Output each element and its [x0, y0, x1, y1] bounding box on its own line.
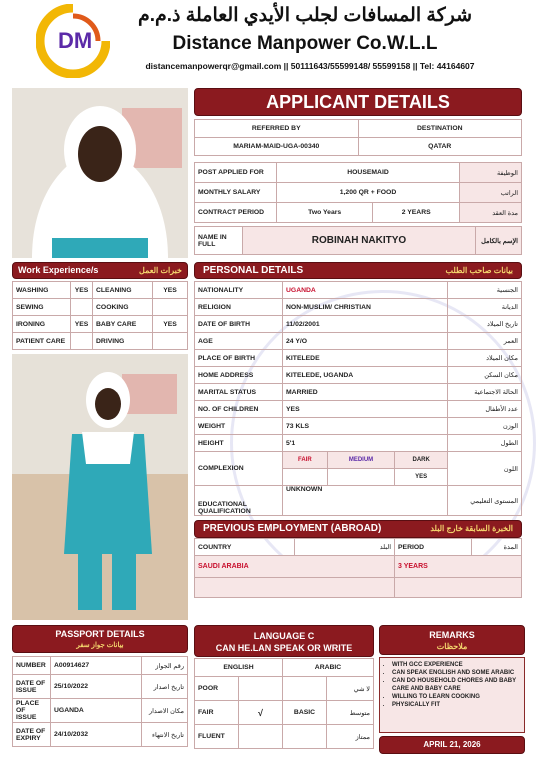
personal-label: NO. OF CHILDREN	[195, 401, 283, 418]
country-label-ar: البلد	[295, 539, 395, 556]
period-label: PERIOD	[395, 539, 472, 556]
personal-row	[195, 350, 522, 367]
personal-value: YES	[283, 401, 448, 418]
personal-label-ar: عدد الأطفال	[448, 401, 522, 418]
work-skill: COOKING	[93, 299, 153, 316]
personal-row	[195, 282, 522, 299]
work-skill-value: YES	[71, 316, 93, 333]
contract-value-2: 2 YEARS	[373, 203, 460, 223]
personal-label: DATE OF BIRTH	[195, 316, 283, 333]
language-subtitle: CAN HE.LAN SPEAK OR WRITE	[215, 643, 353, 653]
personal-value: UGANDA	[283, 282, 448, 299]
personal-value: 5'1	[283, 435, 448, 452]
page-title: APPLICANT DETAILS	[194, 88, 522, 116]
name-table	[194, 226, 522, 255]
salary-value: 1,200 QR + FOOD	[277, 183, 460, 203]
name-label: NAME IN FULL	[195, 227, 243, 255]
passport-value: UGANDA	[51, 699, 142, 723]
personal-row	[195, 299, 522, 316]
language-header	[194, 625, 374, 657]
english-fair-mark: √	[239, 701, 283, 725]
work-skill-value	[71, 333, 93, 350]
passport-value: 25/10/2022	[51, 675, 142, 699]
personal-value: 24 Y/O	[283, 333, 448, 350]
work-skill-value	[153, 299, 188, 316]
work-skill: DRIVING	[93, 333, 153, 350]
work-row	[13, 316, 188, 333]
basic-label: BASIC	[283, 701, 327, 725]
english-fluent-mark	[239, 725, 283, 749]
work-skill: PATIENT CARE	[13, 333, 71, 350]
previous-employment-title: PREVIOUS EMPLOYMENT (ABROAD)	[203, 523, 382, 534]
contract-label-ar: مدة العقد	[460, 203, 522, 223]
previous-employment-title-ar: الخبرة السابقة خارج البلد	[430, 524, 513, 533]
contract-value-1: Two Years	[277, 203, 373, 223]
poor-label-ar: لا شي	[327, 677, 374, 701]
country-label: COUNTRY	[195, 539, 295, 556]
work-row	[13, 282, 188, 299]
previous-employment-header	[194, 520, 522, 538]
personal-label-ar: الحالة الاجتماعية	[448, 384, 522, 401]
personal-details-table	[194, 281, 522, 516]
personal-value: NON-MUSLIM/ CHRISTIAN	[283, 299, 448, 316]
post-label-ar: الوظيفة	[460, 163, 522, 183]
referred-by-label: REFERRED BY	[195, 120, 359, 138]
destination-label: DESTINATION	[358, 120, 522, 138]
destination-value: QATAR	[358, 138, 522, 156]
personal-label-ar: الطول	[448, 435, 522, 452]
previous-employment-table	[194, 538, 522, 598]
company-name: Distance Manpower Co.W.L.L	[172, 33, 438, 54]
personal-label: HEIGHT	[195, 435, 283, 452]
work-experience-title-ar: خبرات العمل	[139, 266, 182, 275]
arabic-header: ARABIC	[283, 659, 374, 677]
personal-label-ar: مكان السكن	[448, 367, 522, 384]
english-poor-mark	[239, 677, 283, 701]
personal-value: MARRIED	[283, 384, 448, 401]
complexion-medium: MEDIUM	[327, 452, 395, 469]
personal-value: 73 KLS	[283, 418, 448, 435]
personal-label-ar: الديانة	[448, 299, 522, 316]
empty-employment-cell	[195, 578, 395, 598]
complexion-dark-mark: YES	[395, 469, 448, 486]
applicant-portrait-photo	[12, 88, 188, 258]
language-title: LANGUAGE C	[253, 631, 315, 641]
contract-label: CONTRACT PERIOD	[195, 203, 277, 223]
fluent-label-ar: ممتاز	[327, 725, 374, 749]
name-label-ar: الإسم بالكامل	[476, 227, 522, 255]
work-skill-value	[71, 299, 93, 316]
remarks-list	[380, 661, 524, 709]
arabic-fluent-mark	[283, 725, 327, 749]
personal-label-ar: العمر	[448, 333, 522, 350]
country-value: SAUDI ARABIA	[195, 556, 395, 578]
work-skill: IRONING	[13, 316, 71, 333]
period-value: 3 YEARS	[395, 556, 522, 578]
fair-label: FAIR	[195, 701, 239, 725]
remarks-title-ar: ملاحظات	[436, 642, 468, 651]
complexion-label-ar: اللون	[448, 452, 522, 486]
passport-label: DATE OF ISSUE	[13, 675, 51, 699]
post-value: HOUSEMAID	[277, 163, 460, 183]
work-skill: CLEANING	[93, 282, 153, 299]
work-row	[13, 333, 188, 350]
period-label-ar: المدة	[472, 539, 522, 556]
complexion-fair: FAIR	[283, 452, 328, 469]
work-skill-value	[153, 333, 188, 350]
education-row	[195, 486, 522, 516]
work-experience-header	[12, 262, 188, 279]
arabic-poor-mark	[283, 677, 327, 701]
fluent-label: FLUENT	[195, 725, 239, 749]
personal-label-ar: مكان الميلاد	[448, 350, 522, 367]
personal-label: RELIGION	[195, 299, 283, 316]
basic-label-ar: متوسط	[327, 701, 374, 725]
passport-title-ar: بيانات جواز سفر	[76, 642, 124, 649]
education-label: EDUCATIONAL QUALIFICATION	[195, 486, 283, 516]
personal-label: AGE	[195, 333, 283, 350]
logo-text: DM	[58, 28, 93, 53]
personal-details-title: PERSONAL DETAILS	[203, 265, 304, 276]
salary-label: MONTHLY SALARY	[195, 183, 277, 203]
personal-label-ar: الوزن	[448, 418, 522, 435]
remarks-header	[379, 625, 525, 655]
personal-label-ar: الجنسية	[448, 282, 522, 299]
complexion-dark: DARK	[395, 452, 448, 469]
applicant-full-body-photo	[12, 354, 188, 620]
personal-label-ar: تاريخ الميلاد	[448, 316, 522, 333]
passport-title: PASSPORT DETAILS	[55, 629, 145, 639]
education-label-ar: المستوى التعليمي	[448, 486, 522, 516]
remark-item: • WITH GCC EXPERIENCE	[392, 661, 524, 669]
company-arabic-name: شركة المسافات لجلب الأيدي العاملة ذ.م.م	[137, 5, 473, 26]
personal-details-header	[194, 262, 522, 279]
personal-label: PLACE OF BIRTH	[195, 350, 283, 367]
work-experience-title: Work Experience/s	[18, 265, 99, 275]
referred-by-value: MARIAM-MAID-UGA-00340	[195, 138, 359, 156]
personal-details-title-ar: بيانات صاحب الطلب	[445, 266, 513, 275]
passport-value: A00914627	[51, 657, 142, 675]
personal-label: WEIGHT	[195, 418, 283, 435]
personal-value: KITELEDE	[283, 350, 448, 367]
personal-value: KITELEDE, UGANDA	[283, 367, 448, 384]
document-date: APRIL 21, 2026	[379, 736, 525, 754]
passport-label-ar: رقم الجواز	[142, 657, 188, 675]
post-label: POST APPLIED FOR	[195, 163, 277, 183]
remark-item: • PHYSICALLY FIT	[392, 701, 524, 709]
complexion-row	[195, 452, 522, 469]
passport-label: PLACE OF ISSUE	[13, 699, 51, 723]
passport-table	[12, 656, 188, 747]
remark-item: • CAN SPEAK ENGLISH AND SOME ARABIC	[392, 669, 524, 677]
remarks-title: REMARKS	[429, 630, 475, 640]
work-skill-value: YES	[153, 282, 188, 299]
work-skill: WASHING	[13, 282, 71, 299]
complexion-label: COMPLEXION	[195, 452, 283, 486]
passport-label-ar: تاريخ اصدار	[142, 675, 188, 699]
remark-item: • CAN DO HOUSEHOLD CHORES AND BABY CARE AND BABY CARE	[392, 677, 524, 693]
personal-row	[195, 367, 522, 384]
personal-label: HOME ADDRESS	[195, 367, 283, 384]
personal-row	[195, 333, 522, 350]
passport-label: DATE OF EXPIRY	[13, 723, 51, 747]
work-skill: SEWING	[13, 299, 71, 316]
passport-label: NUMBER	[13, 657, 51, 675]
remark-item: • WILLING TO LEARN COOKING	[392, 693, 524, 701]
english-header: ENGLISH	[195, 659, 283, 677]
personal-row	[195, 401, 522, 418]
poor-label: POOR	[195, 677, 239, 701]
complexion-medium-mark	[327, 469, 395, 486]
name-value: ROBINAH NAKITYO	[243, 227, 476, 255]
work-row	[13, 299, 188, 316]
complexion-fair-mark	[283, 469, 328, 486]
education-value: UNKNOWN	[283, 486, 448, 516]
work-experience-table	[12, 281, 188, 350]
passport-header	[12, 625, 188, 653]
language-table	[194, 658, 374, 749]
company-contact: distancemanpowerqr@gmail.com || 50111643/55599148/ 55599158 || Tel: 44164607	[145, 61, 475, 71]
work-skill: BABY CARE	[93, 316, 153, 333]
referral-table	[194, 119, 522, 156]
passport-label-ar: مكان الاصدار	[142, 699, 188, 723]
work-skill-value: YES	[153, 316, 188, 333]
personal-label: MARITAL STATUS	[195, 384, 283, 401]
personal-row	[195, 435, 522, 452]
remarks-list-box	[379, 657, 525, 733]
personal-row	[195, 418, 522, 435]
company-logo	[36, 4, 110, 78]
personal-label: NATIONALITY	[195, 282, 283, 299]
passport-value: 24/10/2032	[51, 723, 142, 747]
job-table	[194, 162, 522, 223]
personal-row	[195, 384, 522, 401]
personal-value: 11/02/2001	[283, 316, 448, 333]
passport-label-ar: تاريخ الانتهاء	[142, 723, 188, 747]
personal-row	[195, 316, 522, 333]
salary-label-ar: الراتب	[460, 183, 522, 203]
empty-employment-cell	[395, 578, 522, 598]
work-skill-value: YES	[71, 282, 93, 299]
